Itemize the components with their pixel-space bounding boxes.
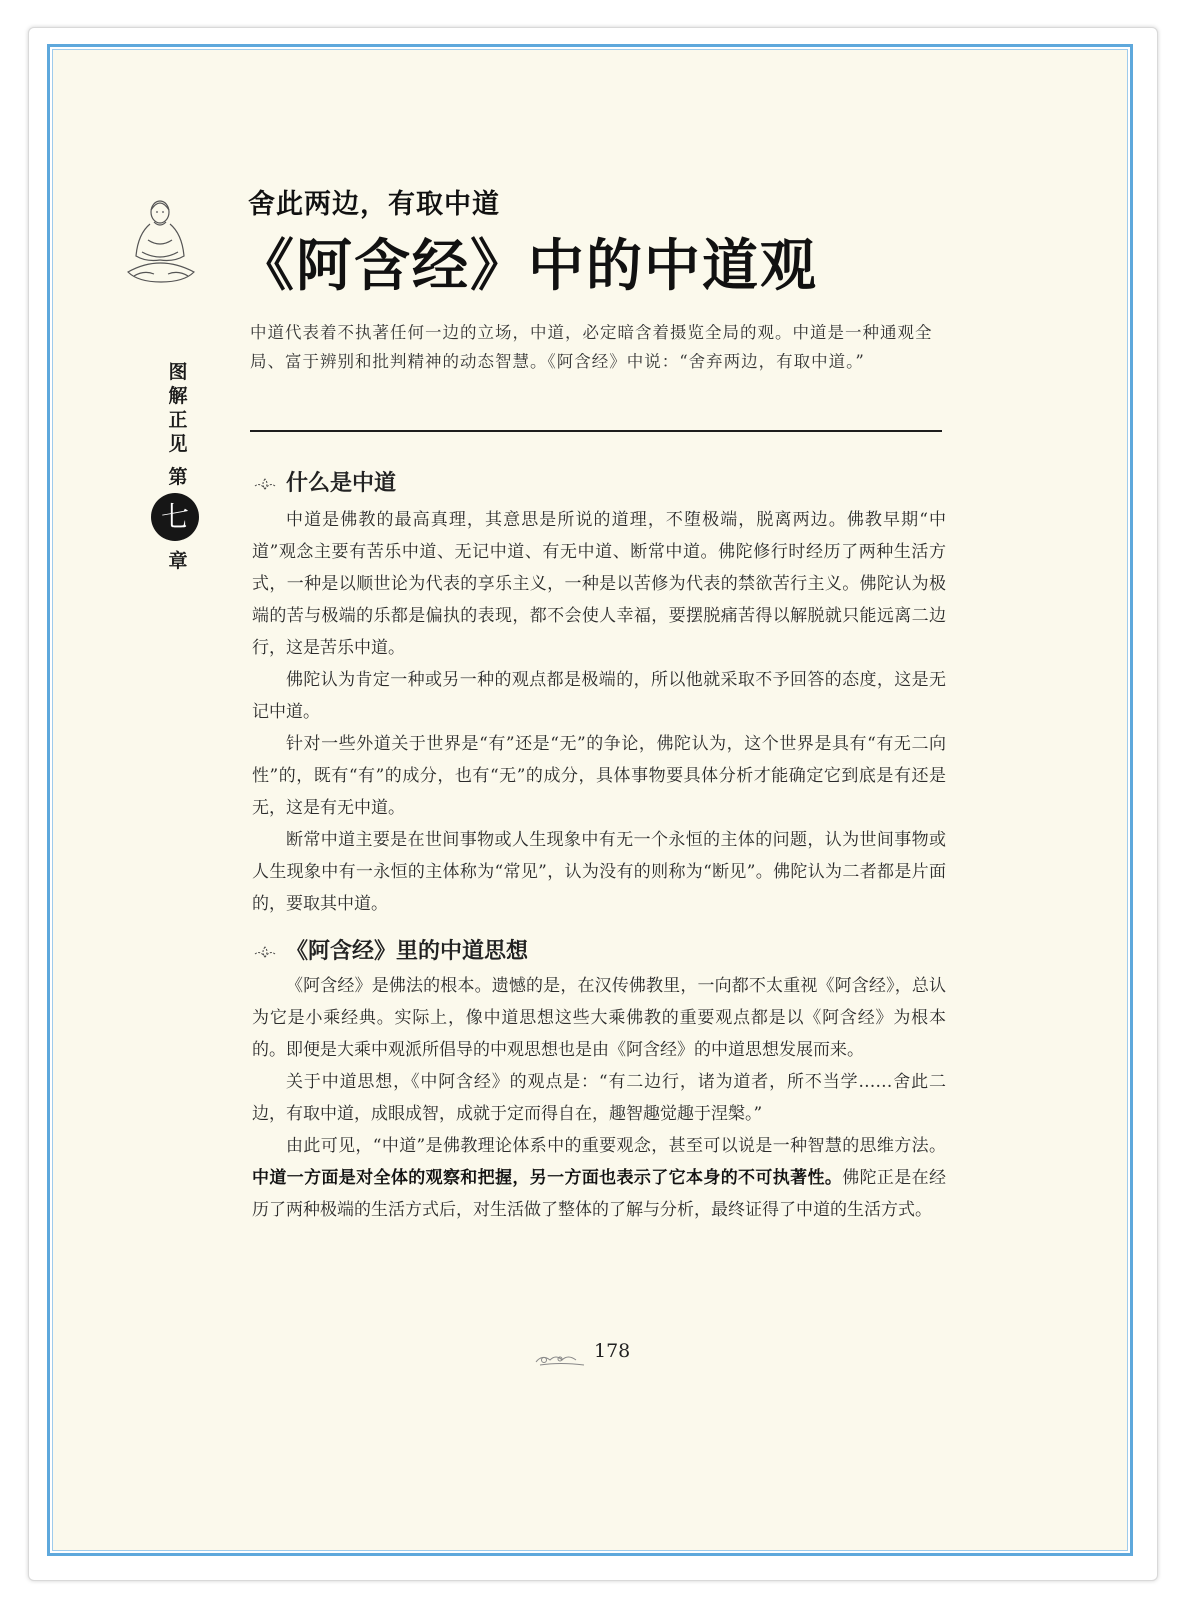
intro-paragraph: 中道代表着不执著任何一边的立场，中道，必定暗含着摄览全局的观。中道是一种通观全局、富于辨别和批判精神的动态智慧。《阿含经》中说：“舍弃两边，有取中道。” [250,323,933,371]
section-heading-text: 什么是中道 [286,470,397,496]
body-paragraph: 针对一些外道关于世界是“有”还是“无”的争论，佛陀认为，这个世界是具有“有无二向性”的，既有“有”的成分，也有“无”的成分，具体事物要具体分析才能确定它到底是有还是无，这是有无中道。 [252,734,946,818]
body-paragraph [252,1130,946,1226]
sage-illustration [120,192,202,288]
body-paragraph: 佛陀认为肯定一种或另一种的观点都是极端的，所以他就采取不予回答的态度，这是无记中道。 [252,670,946,722]
section-body [252,504,946,920]
page-number: 178 [594,1340,631,1362]
body-paragraph: 《阿含经》是佛法的根本。遗憾的是，在汉传佛教里，一向都不太重视《阿含经》，总认为它是小乘经典。实际上，像中道思想这些大乘佛教的重要观点都是以《阿含经》为根本的。即便是大乘中观派所倡导的中观思想也是由《阿含经》的中道思想发展而来。 [252,976,946,1060]
section-heading [252,466,396,497]
body-paragraph: 关于中道思想，《中阿含经》的观点是：“有二边行，诸为道者，所不当学……舍此二边，有取中道，成眼成智，成就于定而得自在，趣智趣觉趣于涅槃。” [252,1072,946,1124]
book-title-vertical [160,360,196,456]
chapter-prefix: 第 [168,466,188,488]
lotus-icon [252,944,278,960]
text-run: 佛陀正是在经历了两种极端的生活方式后，对生活做了整体的了解与分析，最终证得了中道的生活方式。 [252,1168,947,1220]
book-title-char: 见 [168,433,188,455]
book-title-char: 图 [168,361,188,383]
divider [250,430,942,432]
emphasis-text: 中道一方面是对全体的观察和把握，另一方面也表示了它本身的不可执著性。 [252,1168,843,1188]
body-paragraph: 中道是佛教的最高真理，其意思是所说的道理，不堕极端，脱离两边。佛教早期“中道”观念主要有苦乐中道、无记中道、有无中道、断常中道。佛陀修行时经历了两种生活方式，一种是以顺世论为代表的享乐主义，一种是以苦修为代表的禁欲苦行主义。佛陀认为极端的苦与极端的乐都是偏执的表现，都不会使人幸福，要摆脱痛苦得以解脱就只能远离二边行，这是苦乐中道。 [252,510,946,658]
text-run: 由此可见，“中道”是佛教理论体系中的重要观念，甚至可以说是一种智慧的思维方法。 [286,1136,946,1156]
section-heading-text: 《阿含经》里的中道思想 [286,938,529,964]
book-title-char: 解 [168,385,188,407]
book-title-char: 正 [168,409,188,431]
chapter-number-badge: 七 [151,493,199,541]
section-heading [252,934,528,965]
section-body [252,970,946,1226]
lotus-icon [252,476,278,492]
page-title: 《阿含经》中的中道观 [238,234,818,299]
page-subtitle: 舍此两边，有取中道 [248,189,500,220]
page-footer [532,1340,652,1374]
chapter-suffix: 章 [168,550,188,572]
body-paragraph: 断常中道主要是在世间事物或人生现象中有无一个永恒的主体的问题，认为世间事物或人生现象中有一永恒的主体称为“常见”，认为没有的则称为“断见”。佛陀认为二者都是片面的，要取其中道。 [252,830,946,914]
